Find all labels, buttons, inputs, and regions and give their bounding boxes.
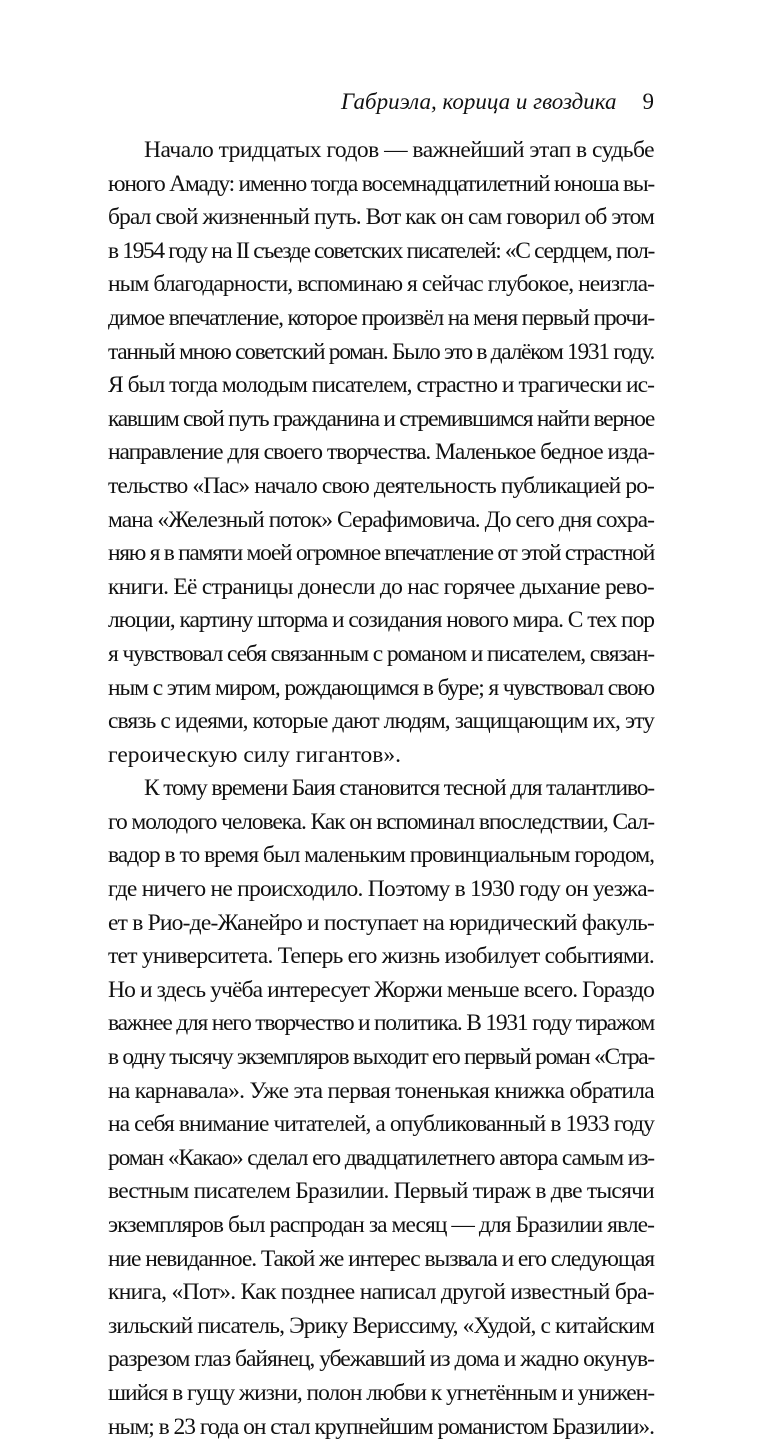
text-line: в одну тысячу экземпляров выходит его первый роман «Стра- [108, 1044, 654, 1071]
text-line: мана «Железный поток» Серафимовича. До сего дня сохра- [108, 506, 654, 533]
page-number: 9 [642, 89, 654, 114]
paragraph-2 [108, 772, 654, 1444]
text-line: я чувствовал себя связанным с романом и писателем, связан- [108, 640, 654, 667]
text-line: связь с идеями, которые дают людям, защищающим их, эту [108, 708, 655, 735]
text-line: тельство «Пас» начало свою деятельность публикацией ро- [108, 472, 654, 499]
text-line: тет университета. Теперь его жизнь изобилует событиями. [108, 943, 654, 970]
text-line: на карнавала». Уже эта первая тоненькая книжка обратила [108, 1077, 654, 1104]
text-line: К тому времени Баия становится тесной для талантливо- [144, 775, 654, 802]
text-line: шийся в гущу жизни, полон любви к угнетённым и унижен- [108, 1379, 654, 1406]
text-line: вадор в то время был маленьким провинциальным городом, [108, 842, 654, 869]
text-line: книги. Её страницы донесли до нас горячее дыхание рево- [108, 573, 654, 600]
text-line: зильский писатель, Эрику Вериссиму, «Худой, с китайским [108, 1312, 654, 1339]
text-line: танный мною советский роман. Было это в далёком 1931 году. [108, 338, 654, 365]
text-line: брал свой жизненный путь. Вот как он сам говорил об этом [108, 204, 654, 231]
text-line: роман «Какао» сделал его двадцатилетнего автора самым из- [108, 1144, 654, 1171]
text-line: юного Амаду: именно тогда восемнадцатилетний юноша вы- [108, 170, 654, 197]
text-line: люции, картину шторма и созидания нового мира. С тех пор [108, 607, 654, 634]
text-line: вестным писателем Бразилии. Первый тираж в две тысячи [108, 1178, 654, 1205]
text-line: ным; в 23 года он стал крупнейшим романистом Бразилии». [108, 1413, 654, 1440]
text-line: важнее для него творчество и политика. В 1931 году тиражом [108, 1010, 655, 1037]
text-line: на себя внимание читателей, а опубликованный в 1933 году [108, 1111, 654, 1138]
text-line: ние невиданное. Такой же интерес вызвала и его следующая [108, 1245, 654, 1272]
running-header [108, 88, 654, 116]
paragraph-1 [108, 134, 654, 772]
text-line: го молодого человека. Как он вспоминал впоследствии, Сал- [108, 808, 654, 835]
text-line: разрезом глаз байянец, убежавший из дома и жадно окунув- [108, 1346, 654, 1373]
text-line: ным с этим миром, рождающимся в буре; я чувствовал свою [108, 674, 654, 701]
text-line: Начало тридцатых годов — важнейший этап в судьбе [144, 137, 654, 163]
text-line: димое впечатление, которое произвёл на меня первый прочи- [108, 304, 654, 331]
text-line: в 1954 году на II съезде советских писателей: «С сердцем, пол- [108, 237, 654, 264]
text-line: где ничего не происходило. Поэтому в 1930 году он уезжа- [108, 876, 654, 903]
text-line: героическую силу гигантов». [108, 741, 402, 768]
text-line: Я был тогда молодым писателем, страстно и трагически ис- [108, 372, 654, 399]
text-line: ет в Рио-де-Жанейро и поступает на юридический факуль- [108, 909, 654, 936]
text-line: книга, «Пот». Как позднее написал другой известный бра- [108, 1279, 654, 1306]
text-line: ным благодарности, вспоминаю я сейчас глубокое, неизгла- [108, 271, 654, 298]
text-line: няю я в памяти моей огромное впечатление от этой страстной [108, 540, 654, 567]
body-text [108, 134, 654, 1444]
text-line: Но и здесь учёба интересует Жоржи меньше всего. Гораздо [108, 976, 654, 1003]
text-line: экземпляров был распродан за месяц — для Бразилии явле- [108, 1212, 654, 1238]
text-line: кавшим свой путь гражданина и стремившимся найти верное [108, 405, 654, 432]
running-title: Габриэла, корица и гвоздика [341, 89, 617, 114]
text-line: направление для своего творчества. Маленькое бедное изда- [108, 439, 654, 466]
